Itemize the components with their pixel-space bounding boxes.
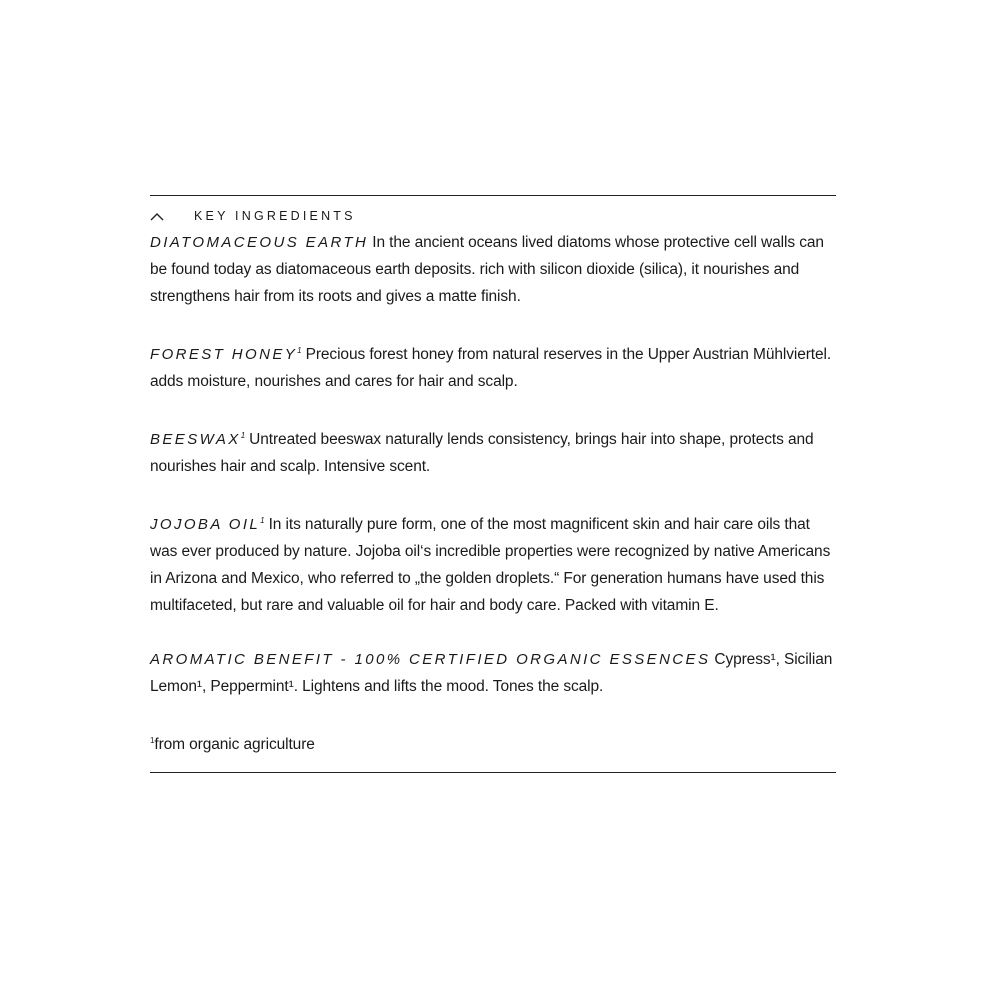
ingredient-name: AROMATIC BENEFIT - 100% CERTIFIED ORGANIC ESSENCES [150,651,711,668]
section-title: KEY INGREDIENTS [194,209,356,223]
ingredient-description: Cypress¹, Sicilian Lemon¹, Peppermint¹. Lightens and lifts the mood. Tones the scalp. [150,651,833,695]
key-ingredients-toggle[interactable] [150,203,836,229]
ingredient-item [150,507,836,619]
ingredient-description: In its naturally pure form, one of the most magnificent skin and hair care oils that was ever produced by nature. Jojoba oil‘s incredible properties were recognized by native Americans in Arizona and Mexico, who referred to „the golden droplets.“ For generation humans have used this multifaceted, but rare and valuable oil for hair and body care. Packed with vitamin E. [150,516,831,614]
ingredient-description: Untreated beeswax naturally lends consistency, brings hair into shape, protects and nourishes hair and scalp. Intensive scent. [150,431,814,475]
ingredient-item [150,229,836,310]
key-ingredients-panel [150,195,836,773]
ingredient-item [150,646,836,700]
ingredient-name: DIATOMACEOUS EARTH [150,234,369,251]
ingredient-name: FOREST HONEY$^1$ [150,346,302,363]
organic-marker: 1 [240,431,246,440]
ingredient-item [150,337,836,395]
ingredient-description: Precious forest honey from natural reserves in the Upper Austrian Mühlviertel. adds moisture, nourishes and cares for hair and scalp. [150,346,832,390]
ingredient-name: BEESWAX$^1$ [150,431,246,448]
chevron-up-icon[interactable] [150,209,194,223]
organic-marker: 1 [297,346,302,355]
bottom-divider [150,772,836,773]
ingredient-item [150,422,836,480]
top-divider [150,195,836,196]
footnote-text: from organic agriculture [154,736,315,753]
ingredients-content [150,229,836,758]
ingredient-name: JOJOBA OIL$^1$ [150,516,265,533]
ingredient-description: In the ancient oceans lived diatoms whose protective cell walls can be found today as diatomaceous earth deposits. rich with silicon dioxide (silica), it nourishes and strengthens hair from its roots and gives a matte finish. [150,234,824,305]
footnote-marker: 1 [150,736,155,745]
organic-marker: 1 [260,516,265,525]
footnote [150,727,836,758]
